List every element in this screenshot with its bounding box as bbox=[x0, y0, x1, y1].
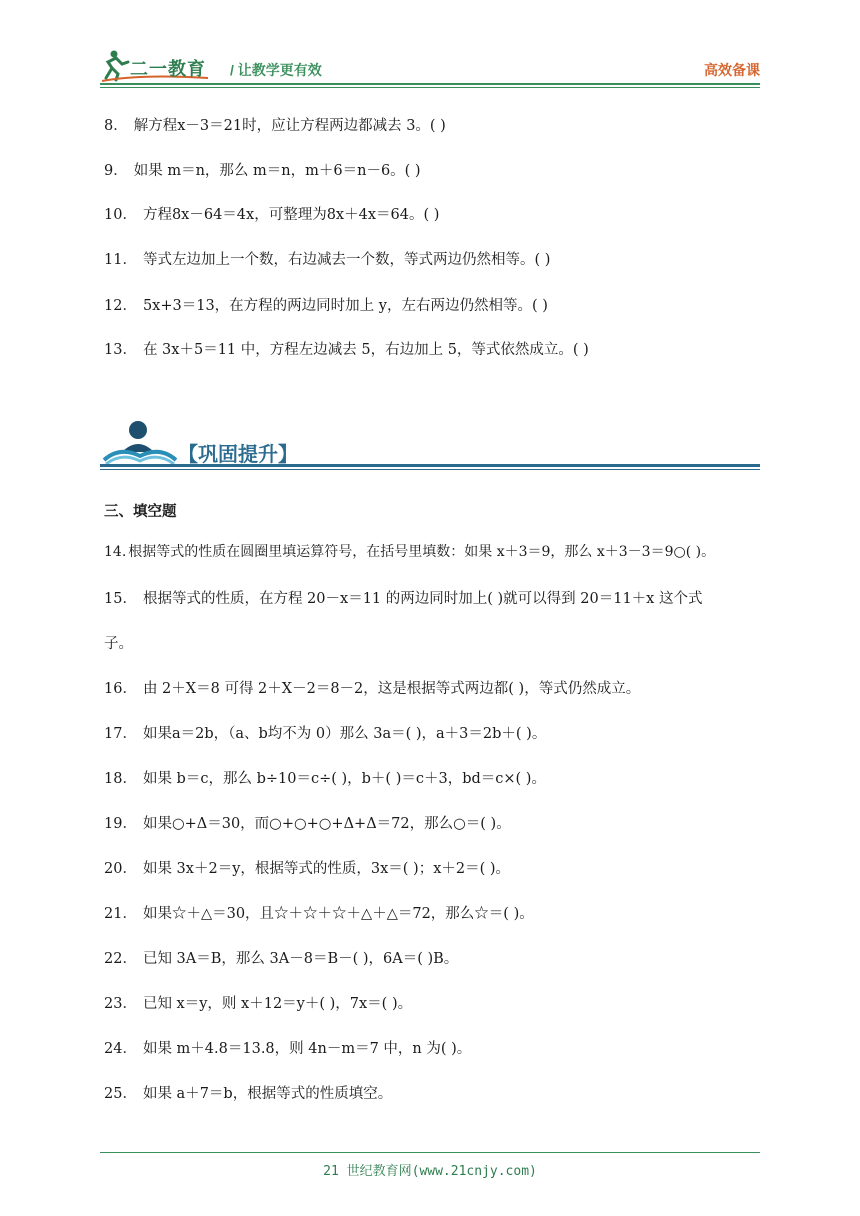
question-item bbox=[104, 340, 589, 360]
question-text: 如果 m＋4.8＝13.8，则 4n－m＝7 中，n 为( )。 bbox=[142, 1041, 472, 1057]
question-number: 16． bbox=[104, 681, 137, 697]
question-number: 21． bbox=[104, 906, 137, 922]
question-number: 23． bbox=[104, 996, 137, 1012]
question-item bbox=[104, 679, 640, 699]
question-text: 如果 b＝c，那么 b÷10＝c÷( )，b＋( )＝c＋3，bd＝c×( )。 bbox=[142, 771, 546, 787]
brand-name: 二一教育 bbox=[130, 59, 206, 79]
banner-divider-thin bbox=[100, 469, 760, 470]
question-item bbox=[104, 250, 550, 270]
question-number: 18． bbox=[104, 771, 137, 787]
question-item bbox=[104, 116, 446, 136]
banner-divider bbox=[100, 464, 760, 467]
question-number: 12． bbox=[104, 298, 137, 314]
question-number: 13． bbox=[104, 342, 137, 358]
question-number: 10． bbox=[104, 207, 137, 223]
question-text: 根据等式的性质，在方程 20－x＝11 的两边同时加上( )就可以得到 20＝11＋x 这个式 bbox=[142, 591, 703, 607]
question-item bbox=[104, 904, 534, 924]
question-text: 如果 3x＋2＝y，根据等式的性质，3x＝( )；x＋2＝( )。 bbox=[142, 861, 511, 877]
question-number: 25． bbox=[104, 1086, 137, 1102]
question-item bbox=[104, 994, 412, 1014]
question-item bbox=[104, 161, 421, 181]
question-number: 17． bbox=[104, 726, 137, 742]
footer-divider bbox=[100, 1152, 760, 1153]
question-text: 如果○+Δ＝30，而○+○+○+Δ+Δ＝72，那么○＝( )。 bbox=[142, 816, 511, 832]
header-divider bbox=[100, 83, 760, 85]
question-item bbox=[104, 1084, 392, 1104]
question-number: 19． bbox=[104, 816, 137, 832]
question-number: 15． bbox=[104, 591, 137, 607]
question-text: 子。 bbox=[104, 636, 133, 652]
section-heading: 三、填空题 bbox=[104, 504, 177, 520]
header-slogan: / 让教学更有效 bbox=[230, 62, 322, 78]
banner-title: 【巩固提升】 bbox=[178, 444, 298, 466]
question-item bbox=[104, 542, 715, 562]
question-text: 5x+3＝13，在方程的两边同时加上 y，左右两边仍然相等。( ) bbox=[142, 298, 548, 314]
question-text: 等式左边加上一个数，右边减去一个数，等式两边仍然相等。( ) bbox=[142, 252, 551, 268]
question-item bbox=[104, 205, 439, 225]
question-number: 9． bbox=[104, 163, 128, 179]
question-text: 如果a＝2b，（a、b均不为 0）那么 3a＝( )，a＋3＝2b＋( )。 bbox=[142, 726, 547, 742]
question-item bbox=[104, 1039, 471, 1059]
question-text: 在 3x＋5＝11 中，方程左边减去 5，右边加上 5，等式依然成立。( ) bbox=[142, 342, 589, 358]
question-number: 14. bbox=[104, 544, 127, 560]
question-text: 由 2＋X＝8 可得 2＋X－2＝8－2，这是根据等式两边都( )，等式仍然成立。 bbox=[142, 681, 641, 697]
question-number: 8． bbox=[104, 118, 128, 134]
question-text: 根据等式的性质在圆圈里填运算符号，在括号里填数：如果 x＋3＝9，那么 x＋3－3＝9○( )。 bbox=[128, 544, 716, 560]
question-item bbox=[104, 814, 511, 834]
question-text: 方程8x－64＝4x，可整理为8x＋4x＝64。( ) bbox=[142, 207, 440, 223]
question-number: 20． bbox=[104, 861, 137, 877]
section-banner bbox=[100, 418, 760, 470]
question-text: 已知 3A＝B，那么 3A－8＝B－( )，6A＝( )B。 bbox=[142, 951, 459, 967]
question-item bbox=[104, 859, 510, 879]
reader-book-icon bbox=[100, 418, 180, 468]
question-number: 11． bbox=[104, 252, 137, 268]
question-item bbox=[104, 296, 548, 316]
question-number: 24． bbox=[104, 1041, 137, 1057]
question-item bbox=[104, 769, 546, 789]
question-continuation bbox=[104, 634, 133, 654]
question-item bbox=[104, 589, 702, 609]
page-footer: 21 世纪教育网(www.21cnjy.com) bbox=[323, 1164, 537, 1179]
question-text: 如果 m＝n，那么 m＝n，m＋6＝n－6。( ) bbox=[133, 163, 421, 179]
header-tagline: 高效备课 bbox=[704, 62, 760, 78]
question-number: 22． bbox=[104, 951, 137, 967]
question-text: 如果☆＋△＝30，且☆＋☆＋☆＋△＋△＝72，那么☆＝( )。 bbox=[142, 906, 534, 922]
page-header bbox=[100, 48, 760, 84]
question-text: 已知 x＝y，则 x＋12＝y＋( )，7x＝( )。 bbox=[142, 996, 413, 1012]
question-item bbox=[104, 724, 546, 744]
question-text: 如果 a＋7＝b，根据等式的性质填空。 bbox=[142, 1086, 393, 1102]
question-item bbox=[104, 949, 458, 969]
question-text: 解方程x－3＝21时，应让方程两边都减去 3。( ) bbox=[133, 118, 446, 134]
header-divider-thin bbox=[100, 87, 760, 88]
